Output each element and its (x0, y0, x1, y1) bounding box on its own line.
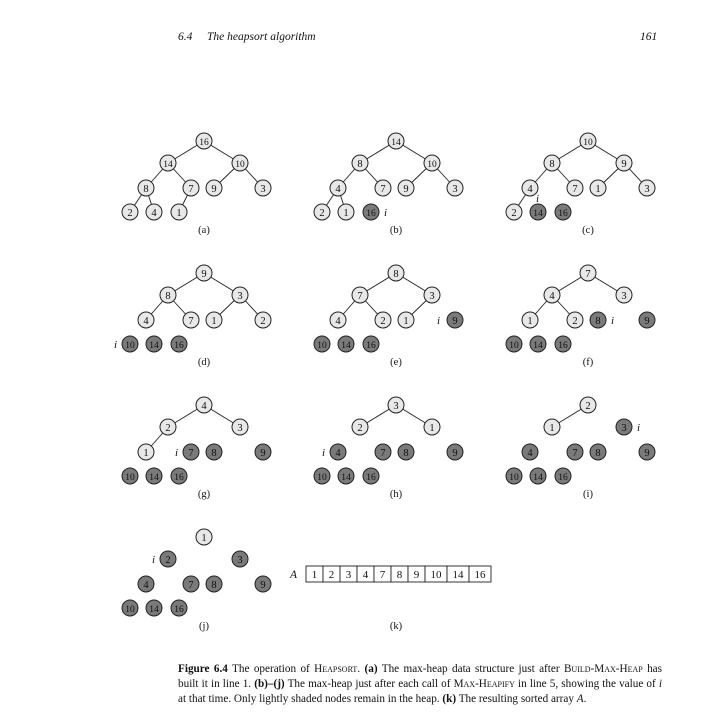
node-value: 4 (527, 183, 533, 195)
panel-label: (a) (198, 225, 210, 236)
node-value: 16 (174, 604, 184, 615)
node-value: 7 (357, 290, 363, 302)
node-value: 10 (317, 340, 327, 351)
node-value: 3 (644, 183, 650, 195)
node-value: 3 (393, 400, 399, 412)
node-value: 2 (511, 207, 517, 219)
node-value: 16 (366, 340, 376, 351)
node-value: 16 (199, 137, 209, 148)
index-i-label: i (437, 315, 441, 327)
node-value: 2 (572, 315, 578, 327)
node-value: 16 (174, 472, 184, 483)
caption-text-9: . (583, 693, 587, 706)
array-cell-value: 8 (396, 569, 403, 581)
caption-max-heapify: Max-Heapify (453, 678, 515, 691)
node-value: 2 (319, 207, 325, 219)
node-value: 14 (533, 340, 543, 351)
node-value: 8 (595, 447, 601, 459)
node-value: 4 (151, 207, 157, 219)
node-value: 9 (621, 158, 627, 170)
caption-build-max-heap: Build-Max-Heap (563, 663, 643, 675)
node-value: 14 (149, 340, 159, 351)
node-value: 1 (527, 315, 533, 327)
node-value: 14 (533, 208, 543, 219)
node-value: 10 (317, 472, 327, 483)
node-value: 3 (260, 183, 266, 195)
node-value: 8 (165, 290, 171, 302)
node-value: 1 (201, 532, 207, 544)
node-value: 9 (403, 183, 409, 195)
node-value: 8 (549, 158, 555, 170)
caption-k-label: (k) (442, 693, 457, 706)
node-value: 14 (533, 472, 543, 483)
node-value: 14 (149, 472, 159, 483)
node-value: 10 (125, 340, 135, 351)
panel-label: (c) (582, 225, 594, 236)
caption-text-1: The operation of (232, 663, 315, 675)
index-i-label: i (322, 447, 326, 459)
node-value: 1 (211, 315, 217, 327)
caption-heapsort: Heapsort (314, 663, 358, 675)
section-title: The heapsort algorithm (207, 31, 316, 43)
caption-text-4: has built it in line 1. (178, 663, 662, 691)
array-name: A (290, 569, 298, 581)
section-number: 6.4 (178, 31, 193, 43)
node-value: 2 (357, 422, 363, 434)
node-value: 7 (188, 315, 194, 327)
array-cell-value: 16 (474, 569, 486, 581)
node-value: 7 (188, 447, 194, 459)
panel-label: (f) (582, 357, 594, 368)
node-value: 1 (429, 422, 435, 434)
node-value: 16 (558, 208, 568, 219)
node-value: 9 (452, 315, 458, 327)
node-value: 1 (403, 315, 409, 327)
caption-text-5: The max-heap just after each call of (284, 678, 454, 691)
node-value: 2 (127, 207, 133, 219)
node-value: 4 (549, 290, 555, 302)
node-value: 10 (125, 604, 135, 615)
node-value: 16 (366, 472, 376, 483)
node-value: 4 (335, 315, 341, 327)
node-value: 9 (260, 447, 266, 459)
array-cell-value: 7 (379, 569, 386, 581)
node-value: 9 (260, 579, 266, 591)
node-value: 1 (176, 207, 182, 219)
node-value: 14 (341, 472, 351, 483)
array-cell-value: 10 (430, 569, 442, 581)
node-value: 14 (163, 159, 173, 170)
array-cell-value: 3 (345, 569, 352, 581)
array-cell-value: 2 (328, 569, 335, 581)
page-number: 161 (640, 31, 658, 43)
node-value: 1 (549, 422, 555, 434)
node-value: 2 (165, 422, 171, 434)
node-value: 2 (165, 554, 171, 566)
panel-label: (e) (390, 357, 402, 368)
panel-label: (h) (389, 489, 403, 500)
node-value: 1 (595, 183, 601, 195)
caption-bj-label: (b)–(j) (254, 678, 285, 691)
node-value: 3 (237, 422, 243, 434)
node-value: 8 (595, 315, 601, 327)
node-value: 7 (380, 183, 386, 195)
index-i-label: i (152, 554, 156, 566)
caption-text-3: The max-heap data structure just after (377, 663, 564, 675)
node-value: 7 (188, 183, 194, 195)
node-value: 7 (188, 579, 194, 591)
node-value: 7 (572, 183, 578, 195)
caption-fig-label: Figure 6.4 (178, 663, 228, 675)
node-value: 3 (237, 290, 243, 302)
node-value: 4 (335, 183, 341, 195)
node-value: 7 (380, 447, 386, 459)
node-value: 10 (509, 340, 519, 351)
node-value: 8 (143, 183, 149, 195)
node-value: 9 (452, 447, 458, 459)
array-cell-value: 9 (413, 569, 420, 581)
node-value: 3 (621, 290, 627, 302)
node-value: 16 (174, 340, 184, 351)
caption-a-label: (a) (364, 663, 378, 675)
node-value: 1 (143, 447, 149, 459)
index-i-label: i (637, 422, 641, 434)
node-value: 7 (572, 447, 578, 459)
node-value: 10 (427, 159, 437, 170)
node-value: 3 (429, 290, 435, 302)
node-value: 3 (237, 554, 243, 566)
node-value: 4 (143, 579, 149, 591)
caption-text-8: The resulting sorted array (456, 693, 577, 706)
node-value: 10 (125, 472, 135, 483)
caption-text-2: . (357, 663, 365, 675)
array-cell-value: 4 (362, 569, 369, 581)
node-value: 10 (509, 472, 519, 483)
figure-caption (178, 662, 662, 708)
index-i-label: i (536, 193, 540, 205)
node-value: 14 (149, 604, 159, 615)
node-value: 8 (403, 447, 409, 459)
node-value: 4 (335, 447, 341, 459)
panel-label-k: (k) (389, 621, 403, 632)
node-value: 4 (201, 400, 207, 412)
node-value: 8 (211, 579, 217, 591)
index-i-label: i (175, 447, 179, 459)
caption-text-6: in line 5, showing the value of (514, 678, 659, 691)
node-value: 14 (341, 340, 351, 351)
node-value: 8 (357, 158, 363, 170)
caption-i-var: i (658, 678, 662, 691)
node-value: 3 (621, 422, 627, 434)
node-value: 2 (585, 400, 591, 412)
caption-a-var: A (576, 693, 584, 706)
panel-label: (g) (197, 489, 211, 500)
node-value: 9 (211, 183, 217, 195)
node-value: 3 (452, 183, 458, 195)
index-i-label: i (114, 339, 118, 351)
array-cell-value: 14 (452, 569, 464, 581)
node-value: 7 (585, 268, 591, 280)
panel-label: (i) (583, 489, 593, 500)
panel-label: (d) (197, 357, 211, 368)
node-value: 10 (235, 159, 245, 170)
node-value: 8 (393, 268, 399, 280)
node-value: 16 (366, 208, 376, 219)
node-value: 2 (260, 315, 266, 327)
node-value: 10 (583, 137, 593, 148)
index-i-label: i (384, 207, 388, 219)
node-value: 4 (527, 447, 533, 459)
node-value: 9 (644, 315, 650, 327)
node-value: 9 (201, 268, 207, 280)
index-i-label: i (611, 315, 615, 327)
panel-label: (b) (389, 225, 403, 236)
node-value: 16 (558, 340, 568, 351)
caption-text-7: at that time. Only lightly shaded nodes remain in the heap. (178, 693, 443, 706)
node-value: 8 (211, 447, 217, 459)
panel-label: (j) (199, 621, 209, 632)
array-cell-value: 1 (311, 569, 318, 581)
node-value: 14 (391, 137, 401, 148)
node-value: 1 (343, 207, 349, 219)
node-value: 4 (143, 315, 149, 327)
node-value: 9 (644, 447, 650, 459)
node-value: 16 (558, 472, 568, 483)
node-value: 2 (380, 315, 386, 327)
